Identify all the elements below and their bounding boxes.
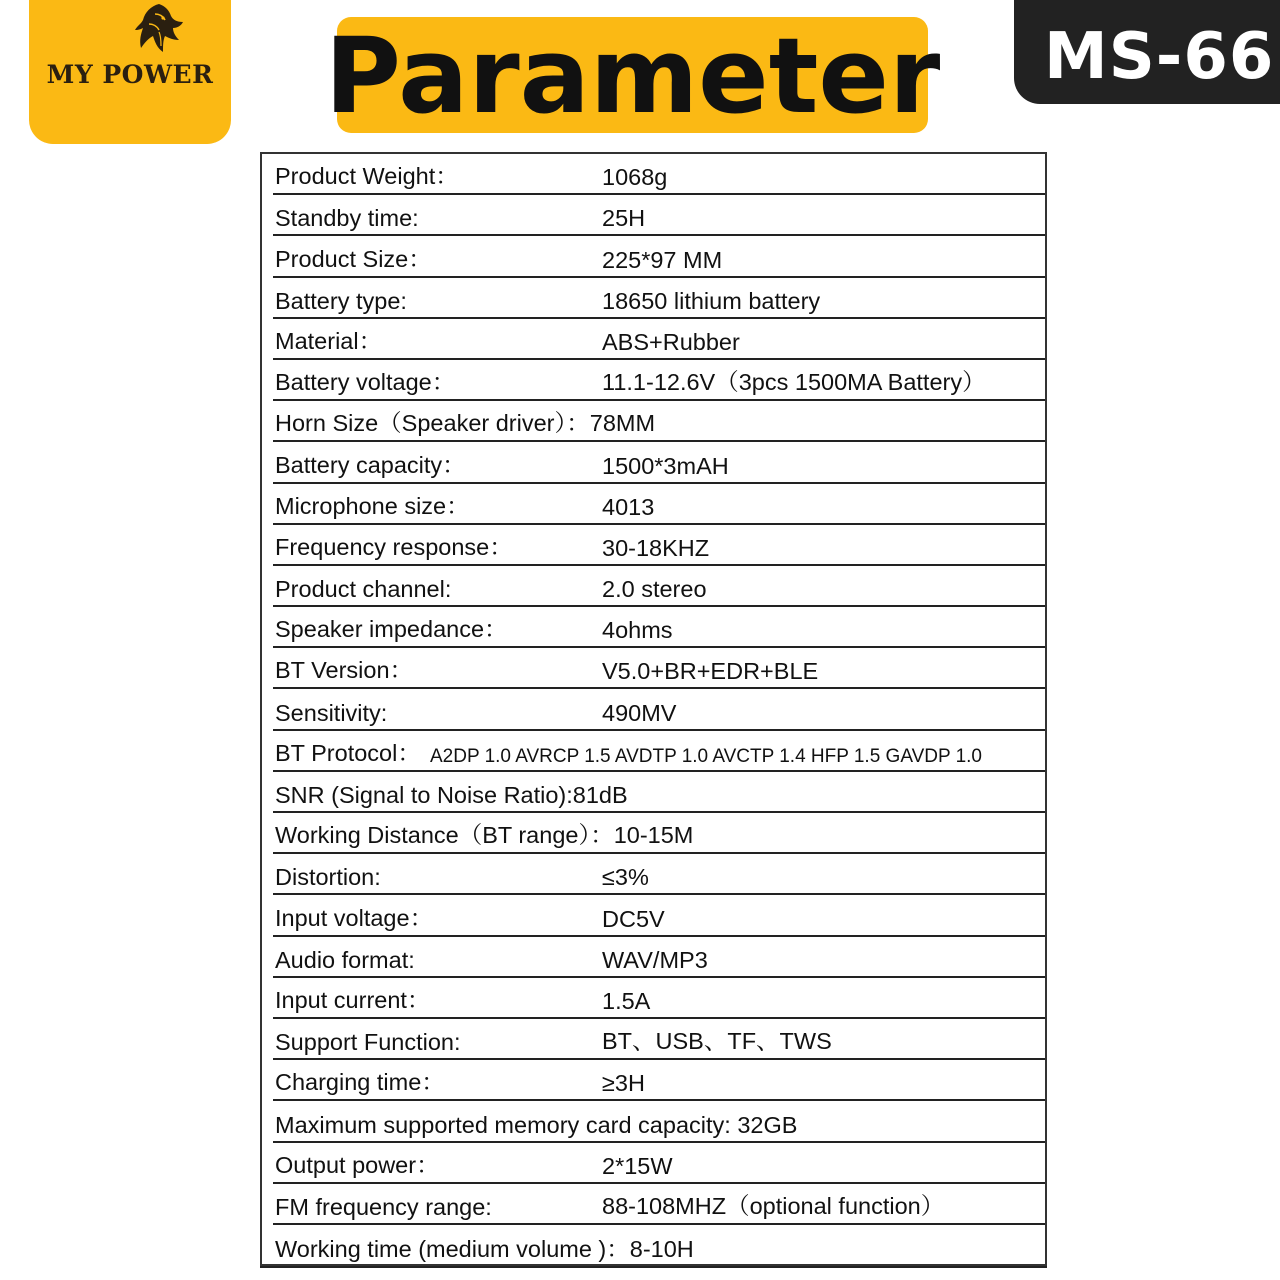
spec-value: A2DP 1.0 AVRCP 1.5 AVDTP 1.0 AVCTP 1.4 HFP 1.5 GAVDP 1.0 [430, 745, 983, 767]
spec-value: 1.5A [602, 987, 651, 1014]
spec-value: 225*97 MM [602, 246, 723, 273]
brand-name: MY POWER [46, 60, 214, 89]
spec-value: BT、USB、TF、TWS [602, 1028, 832, 1055]
spec-label: Speaker impedance： [275, 616, 508, 643]
spec-row [273, 278, 1045, 319]
spec-row [273, 1143, 1045, 1184]
spec-value: 1500*3mAH [602, 452, 729, 479]
spec-value: ≥3H [602, 1070, 645, 1097]
spec-row [273, 689, 1045, 730]
spec-value: 2.0 stereo [602, 576, 707, 603]
spec-value: 88-108MHZ（optional function） [602, 1192, 945, 1219]
spec-row [273, 648, 1045, 689]
spec-row [273, 813, 1045, 854]
spec-row [273, 1019, 1045, 1060]
spec-row [273, 854, 1045, 895]
spec-row [273, 236, 1045, 277]
spec-label: BT Version： [275, 657, 414, 684]
spec-row [273, 566, 1045, 607]
spec-value: 11.1-12.6V（3pcs 1500MA Battery） [602, 369, 986, 396]
spec-label: Frequency response： [275, 533, 513, 560]
spec-value: 4013 [602, 493, 655, 520]
spec-value: 4ohms [602, 617, 673, 644]
spec-label: Battery voltage： [275, 369, 456, 396]
spec-row [273, 1184, 1045, 1225]
spec-label: Battery type: [275, 287, 407, 314]
spec-label: Working Distance（BT range）：10-15M [275, 822, 694, 849]
spec-label: Product Weight： [275, 163, 459, 190]
model-badge [1014, 0, 1280, 104]
spec-row [273, 442, 1045, 483]
spec-value: DC5V [602, 905, 665, 932]
spec-row [273, 401, 1045, 442]
spec-row [273, 360, 1045, 401]
spec-value: V5.0+BR+EDR+BLE [602, 658, 819, 685]
spec-label: Product channel: [275, 576, 452, 603]
spec-label: Distortion: [275, 864, 381, 891]
spec-row [273, 607, 1045, 648]
spec-label: Maximum supported memory card capacity: 32GB [275, 1111, 798, 1138]
spec-label: SNR (Signal to Noise Ratio):81dB [275, 782, 628, 808]
spec-label: Battery capacity： [275, 451, 466, 478]
spec-row [273, 895, 1045, 936]
spec-label: Input voltage： [275, 904, 434, 931]
spec-row [273, 319, 1045, 360]
spec-value: ABS+Rubber [602, 328, 740, 355]
spec-row [273, 1101, 1045, 1142]
spec-value: 2*15W [602, 1152, 673, 1179]
spec-label: Input current： [275, 986, 431, 1013]
spec-row [273, 484, 1045, 525]
spec-label: Sensitivity: [275, 699, 388, 726]
spec-value: 490MV [602, 699, 677, 726]
spec-value: WAV/MP3 [602, 946, 708, 973]
spec-label: Material： [275, 327, 383, 354]
page-title: Parameter [324, 15, 941, 137]
spec-row [273, 525, 1045, 566]
spec-value: ≤3% [602, 864, 649, 891]
spec-row [273, 1225, 1045, 1266]
spec-row [273, 731, 1045, 772]
spec-row [273, 154, 1045, 195]
spec-label: Standby time: [275, 205, 419, 232]
spec-row [273, 1060, 1045, 1101]
spec-label: Microphone size： [275, 492, 470, 519]
spec-label: Working time (medium volume )：8-10H [275, 1236, 694, 1263]
spec-label: Horn Size（Speaker driver）：78MM [275, 410, 656, 437]
horse-head-icon [129, 2, 185, 54]
spec-table [260, 152, 1047, 1266]
spec-row [273, 937, 1045, 978]
spec-row [273, 772, 1045, 813]
spec-value: 1068g [602, 164, 668, 191]
spec-label: FM frequency range: [275, 1193, 492, 1220]
spec-label: Charging time： [275, 1069, 445, 1096]
spec-value: 30-18KHZ [602, 534, 710, 561]
spec-label: Output power： [275, 1151, 440, 1178]
model-name: MS-66 [1044, 20, 1275, 94]
spec-value: 18650 lithium battery [602, 287, 821, 314]
spec-row [273, 978, 1045, 1019]
spec-label: Product Size： [275, 245, 432, 272]
spec-label: BT Protocol： [275, 739, 421, 766]
title-banner [324, 15, 941, 137]
brand-logo [29, 0, 231, 144]
spec-row [273, 195, 1045, 236]
table-bottom-rule [260, 1266, 1047, 1268]
spec-label: Audio format: [275, 946, 415, 973]
spec-value: 25H [602, 205, 646, 232]
spec-label: Support Function: [275, 1029, 461, 1056]
